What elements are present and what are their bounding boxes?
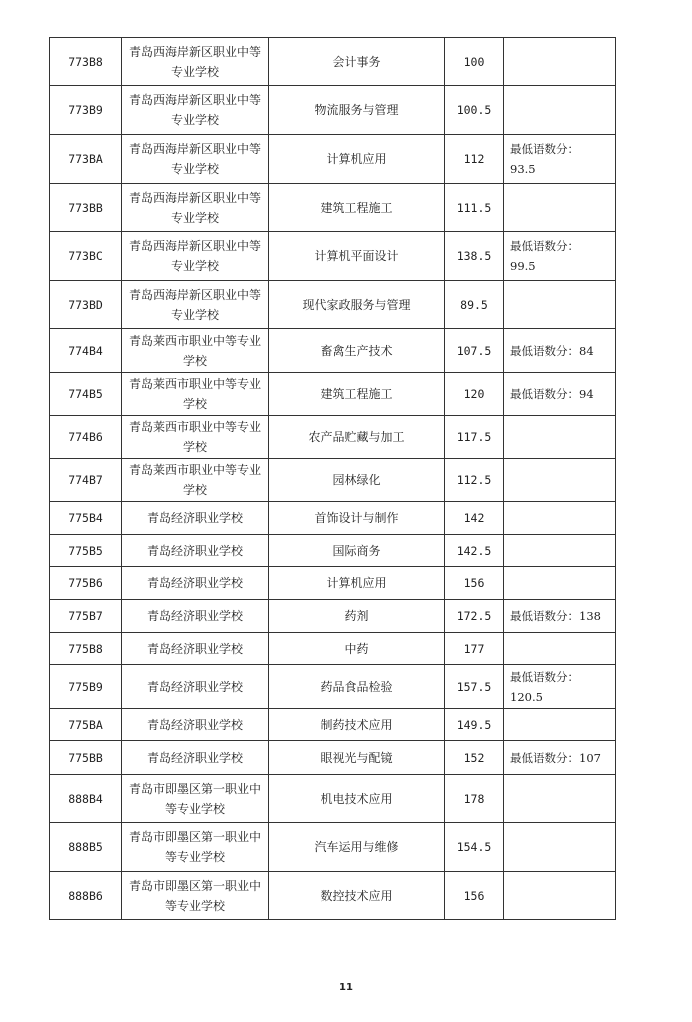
major-name: 计算机应用 (269, 567, 445, 600)
program-code: 888B4 (50, 775, 122, 823)
program-code: 773BA (50, 135, 122, 184)
table-row (50, 459, 616, 502)
remark (504, 38, 616, 86)
school-name: 青岛经济职业学校 (122, 709, 269, 741)
school-name: 青岛莱西市职业中等专业学校 (122, 416, 269, 459)
table-row (50, 416, 616, 459)
school-name: 青岛莱西市职业中等专业学校 (122, 373, 269, 416)
table-row (50, 823, 616, 872)
major-name: 园林绿化 (269, 459, 445, 502)
min-score: 156 (445, 872, 504, 920)
school-name: 青岛经济职业学校 (122, 535, 269, 567)
program-code: 773B8 (50, 38, 122, 86)
program-code: 775BB (50, 741, 122, 775)
major-name: 数控技术应用 (269, 872, 445, 920)
major-name: 药剂 (269, 600, 445, 633)
school-name: 青岛市即墨区第一职业中等专业学校 (122, 775, 269, 823)
table-row (50, 502, 616, 535)
school-name: 青岛经济职业学校 (122, 502, 269, 535)
remark: 最低语数分：107 (504, 741, 616, 775)
program-code: 774B6 (50, 416, 122, 459)
program-code: 775B8 (50, 633, 122, 665)
remark (504, 535, 616, 567)
remark (504, 567, 616, 600)
school-name: 青岛西海岸新区职业中等专业学校 (122, 281, 269, 329)
table-row (50, 665, 616, 709)
table-row (50, 86, 616, 135)
major-name: 国际商务 (269, 535, 445, 567)
min-score: 112.5 (445, 459, 504, 502)
min-score: 172.5 (445, 600, 504, 633)
min-score: 138.5 (445, 232, 504, 281)
min-score: 112 (445, 135, 504, 184)
min-score: 142 (445, 502, 504, 535)
major-name: 农产品贮藏与加工 (269, 416, 445, 459)
remark (504, 416, 616, 459)
school-name: 青岛经济职业学校 (122, 633, 269, 665)
major-name: 中药 (269, 633, 445, 665)
table-row (50, 535, 616, 567)
program-code: 888B6 (50, 872, 122, 920)
program-code: 773BB (50, 184, 122, 232)
major-name: 药品食品检验 (269, 665, 445, 709)
major-name: 会计事务 (269, 38, 445, 86)
major-name: 机电技术应用 (269, 775, 445, 823)
school-name: 青岛经济职业学校 (122, 665, 269, 709)
min-score: 157.5 (445, 665, 504, 709)
min-score: 117.5 (445, 416, 504, 459)
remark: 最低语数分：94 (504, 373, 616, 416)
remark (504, 184, 616, 232)
min-score: 152 (445, 741, 504, 775)
min-score: 178 (445, 775, 504, 823)
min-score: 142.5 (445, 535, 504, 567)
program-code: 775B9 (50, 665, 122, 709)
min-score: 100.5 (445, 86, 504, 135)
remark (504, 775, 616, 823)
school-name: 青岛西海岸新区职业中等专业学校 (122, 232, 269, 281)
major-name: 现代家政服务与管理 (269, 281, 445, 329)
major-name: 畜禽生产技术 (269, 329, 445, 373)
program-code: 774B4 (50, 329, 122, 373)
table-row (50, 872, 616, 920)
school-name: 青岛西海岸新区职业中等专业学校 (122, 86, 269, 135)
remark: 最低语数分： 120.5 (504, 665, 616, 709)
admission-score-table (49, 37, 616, 920)
school-name: 青岛经济职业学校 (122, 567, 269, 600)
table-row (50, 232, 616, 281)
table-row (50, 600, 616, 633)
program-code: 773BC (50, 232, 122, 281)
school-name: 青岛市即墨区第一职业中等专业学校 (122, 823, 269, 872)
table-row (50, 373, 616, 416)
school-name: 青岛经济职业学校 (122, 600, 269, 633)
min-score: 111.5 (445, 184, 504, 232)
min-score: 177 (445, 633, 504, 665)
remark: 最低语数分：84 (504, 329, 616, 373)
remark: 最低语数分： 99.5 (504, 232, 616, 281)
table-row (50, 633, 616, 665)
min-score: 154.5 (445, 823, 504, 872)
major-name: 建筑工程施工 (269, 373, 445, 416)
major-name: 物流服务与管理 (269, 86, 445, 135)
min-score: 156 (445, 567, 504, 600)
school-name: 青岛西海岸新区职业中等专业学校 (122, 135, 269, 184)
min-score: 120 (445, 373, 504, 416)
major-name: 汽车运用与维修 (269, 823, 445, 872)
program-code: 774B5 (50, 373, 122, 416)
major-name: 眼视光与配镜 (269, 741, 445, 775)
program-code: 775B4 (50, 502, 122, 535)
major-name: 计算机应用 (269, 135, 445, 184)
remark (504, 633, 616, 665)
table-row (50, 775, 616, 823)
remark (504, 709, 616, 741)
min-score: 149.5 (445, 709, 504, 741)
min-score: 100 (445, 38, 504, 86)
table-row (50, 281, 616, 329)
min-score: 89.5 (445, 281, 504, 329)
page-number: 11 (339, 982, 353, 993)
remark (504, 502, 616, 535)
school-name: 青岛莱西市职业中等专业学校 (122, 329, 269, 373)
major-name: 制药技术应用 (269, 709, 445, 741)
program-code: 775BA (50, 709, 122, 741)
program-code: 773BD (50, 281, 122, 329)
school-name: 青岛西海岸新区职业中等专业学校 (122, 38, 269, 86)
major-name: 首饰设计与制作 (269, 502, 445, 535)
program-code: 775B7 (50, 600, 122, 633)
remark (504, 459, 616, 502)
school-name: 青岛经济职业学校 (122, 741, 269, 775)
remark: 最低语数分： 93.5 (504, 135, 616, 184)
remark: 最低语数分：138 (504, 600, 616, 633)
remark (504, 823, 616, 872)
school-name: 青岛西海岸新区职业中等专业学校 (122, 184, 269, 232)
major-name: 计算机平面设计 (269, 232, 445, 281)
program-code: 775B6 (50, 567, 122, 600)
table-row (50, 135, 616, 184)
table-row (50, 38, 616, 86)
table-row (50, 184, 616, 232)
remark (504, 281, 616, 329)
program-code: 773B9 (50, 86, 122, 135)
table-row (50, 709, 616, 741)
program-code: 774B7 (50, 459, 122, 502)
major-name: 建筑工程施工 (269, 184, 445, 232)
remark (504, 872, 616, 920)
table-row (50, 329, 616, 373)
table-row (50, 741, 616, 775)
remark (504, 86, 616, 135)
school-name: 青岛市即墨区第一职业中等专业学校 (122, 872, 269, 920)
program-code: 775B5 (50, 535, 122, 567)
table-row (50, 567, 616, 600)
school-name: 青岛莱西市职业中等专业学校 (122, 459, 269, 502)
program-code: 888B5 (50, 823, 122, 872)
min-score: 107.5 (445, 329, 504, 373)
